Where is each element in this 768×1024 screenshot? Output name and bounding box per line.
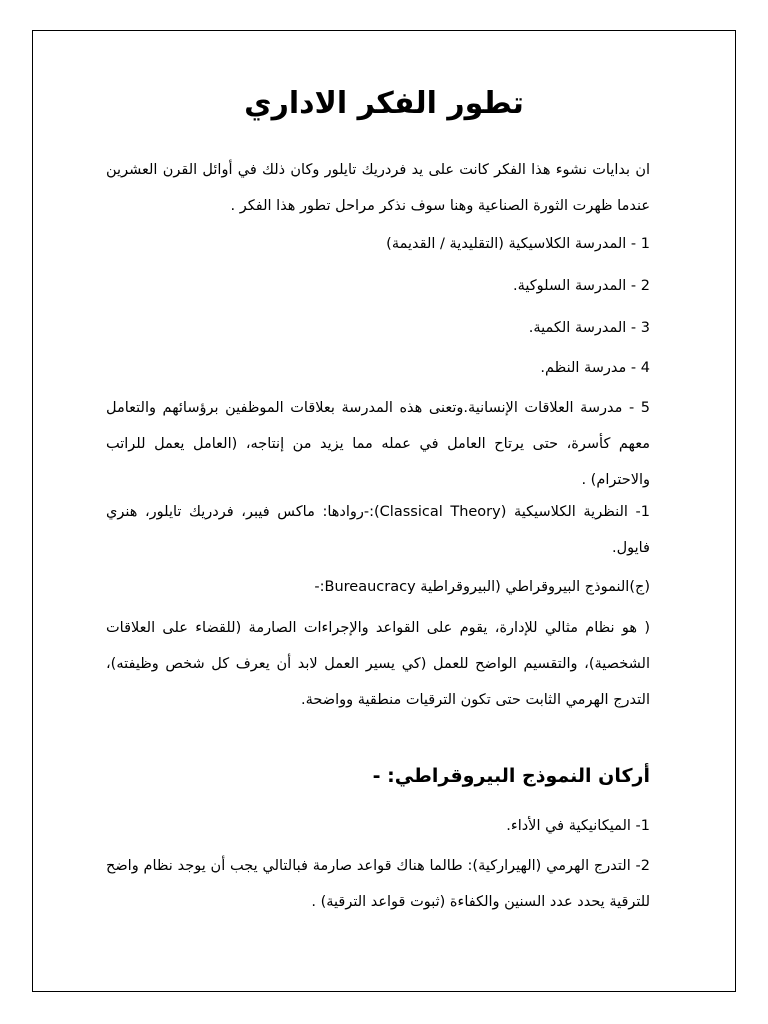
bureau-paragraph [106,610,650,718]
classical-paragraph [106,494,650,566]
pillar2-text: 2- التدرج الهرمي (الهيراركية): طالما هناك قواعد صارمة فبالتالي يجب أن يوجد نظام واضح للترقية يحدد عدد السنين والكفاءة (ثبوت قواعد الترقية) . [106,858,650,910]
intro-text: ان بدايات نشوء هذا الفكر كانت على يد فردريك تايلور وكان ذلك في أوائل القرن العشرين عندما ظهرت الثورة الصناعية وهنا سوف نذكر مراحل تطور هذا الفكر . [106,162,650,214]
page-title: تطور الفكر الاداري [244,86,524,121]
list-item: 4 - مدرسة النظم. [540,360,650,376]
item5-paragraph [106,390,650,498]
bureau-heading: (ج)النموذج البيروقراطي (البيروقراطية Bureaucracy:- [314,579,650,595]
bureau-text: ( هو نظام مثالي للإدارة، يقوم على القواعد والإجراءات الصارمة (للقضاء على العلاقات الشخصية)، والتقسيم الواضح للعمل (كي يسير العمل لابد أن يعرف كل شخص وظيفته)، التدرج الهرمي الثابت حتى تكون الترقيات منطقية وواضحة. [106,620,650,708]
item5-text: 5 - مدرسة العلاقات الإنسانية.وتعنى هذه المدرسة بعلاقات الموظفين برؤسائهم والتعامل معهم كأسرة، حتى يرتاح العامل في عمله مما يزيد من إنتاجه، (العامل يعمل للراتب والاحترام) . [106,400,650,488]
list-item: 1 - المدرسة الكلاسيكية (التقليدية / القديمة) [386,236,650,252]
classical-text: 1- النظرية الكلاسيكية (Classical Theory):-روادها: ماكس فيبر، فردريك تايلور، هنري فايول. [106,504,650,556]
intro-paragraph [106,152,650,224]
list-item: 3 - المدرسة الكمية. [528,320,650,336]
pillar2-paragraph [106,848,650,920]
list-item: 2 - المدرسة السلوكية. [513,278,650,294]
pillar-item: 1- الميكانيكية في الأداء. [506,818,650,834]
pillars-heading: أركان النموذج البيروقراطي: - [372,765,650,787]
